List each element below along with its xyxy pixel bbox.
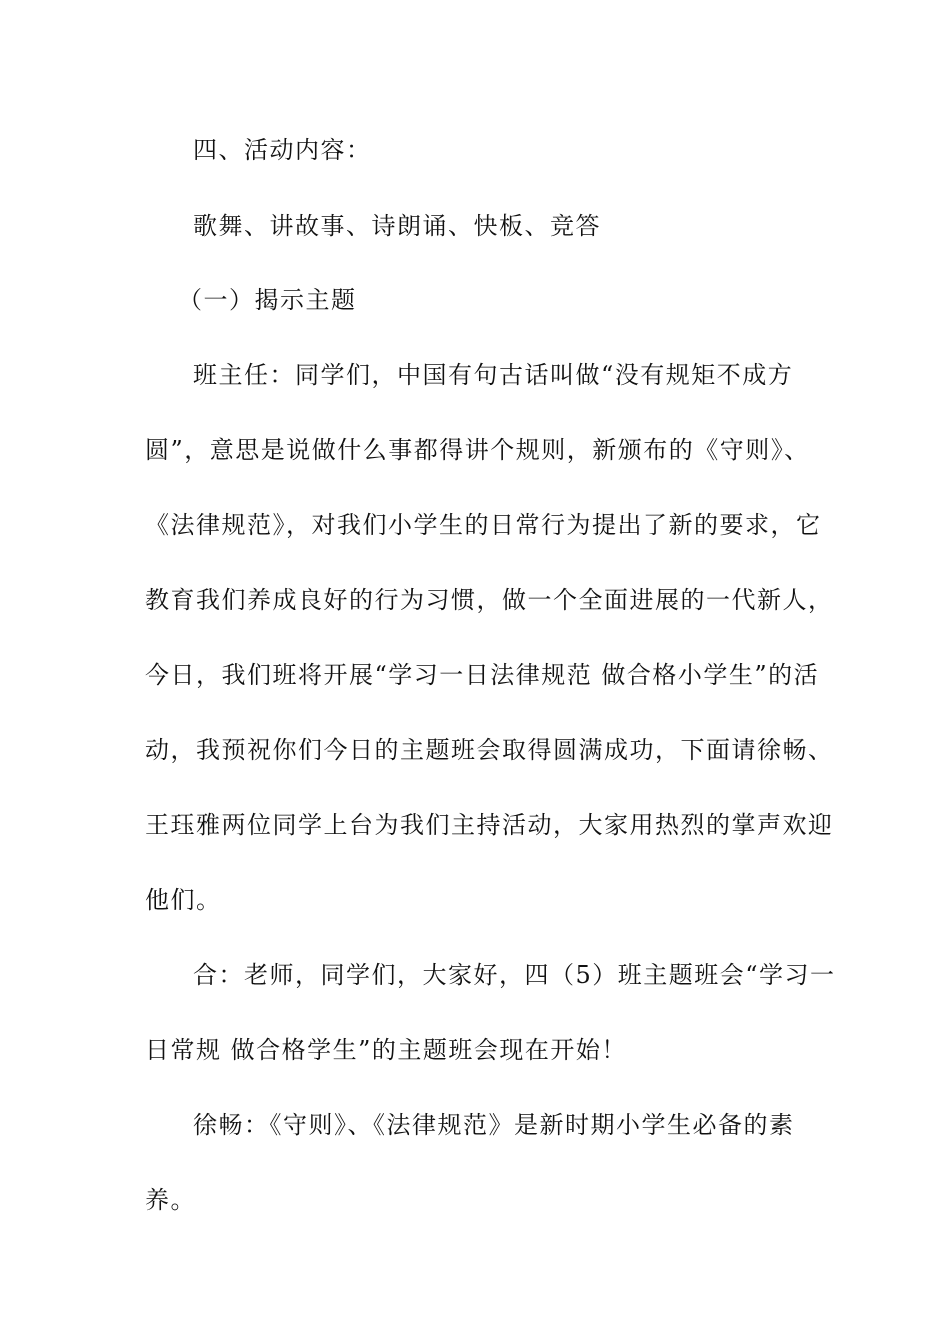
paragraph-line: 《法律规范》，对我们小学生的日常行为提出了新的要求，它 <box>145 511 822 539</box>
paragraph-line: 动，我预祝你们今日的主题班会取得圆满成功，下面请徐畅、 <box>145 736 834 764</box>
paragraph-line: 他们。 <box>145 886 222 914</box>
activity-list: 歌舞、讲故事、诗朗诵、快板、竞答 <box>193 212 601 240</box>
section-heading: 四、活动内容： <box>193 136 372 164</box>
paragraph-line: 养。 <box>145 1186 196 1214</box>
paragraph-line: 王珏雅两位同学上台为我们主持活动，大家用热烈的掌声欢迎 <box>145 811 834 839</box>
subsection-heading: （一）揭示主题 <box>178 286 357 314</box>
paragraph-line: 合：老师，同学们，大家好，四（5）班主题班会“学习一 <box>193 961 836 989</box>
paragraph-line: 班主任：同学们，中国有句古话叫做“没有规矩不成方 <box>193 361 794 389</box>
paragraph-line: 今日，我们班将开展“学习一日法律规范 做合格小学生”的活 <box>145 661 820 689</box>
paragraph-line: 教育我们养成良好的行为习惯，做一个全面进展的一代新人， <box>145 586 834 614</box>
paragraph-line: 日常规 做合格学生”的主题班会现在开始！ <box>145 1036 627 1064</box>
paragraph-line: 圆”，意思是说做什么事都得讲个规则，新颁布的《守则》、 <box>145 436 810 464</box>
paragraph-line: 徐畅：《守则》、《法律规范》是新时期小学生必备的素 <box>193 1111 795 1139</box>
